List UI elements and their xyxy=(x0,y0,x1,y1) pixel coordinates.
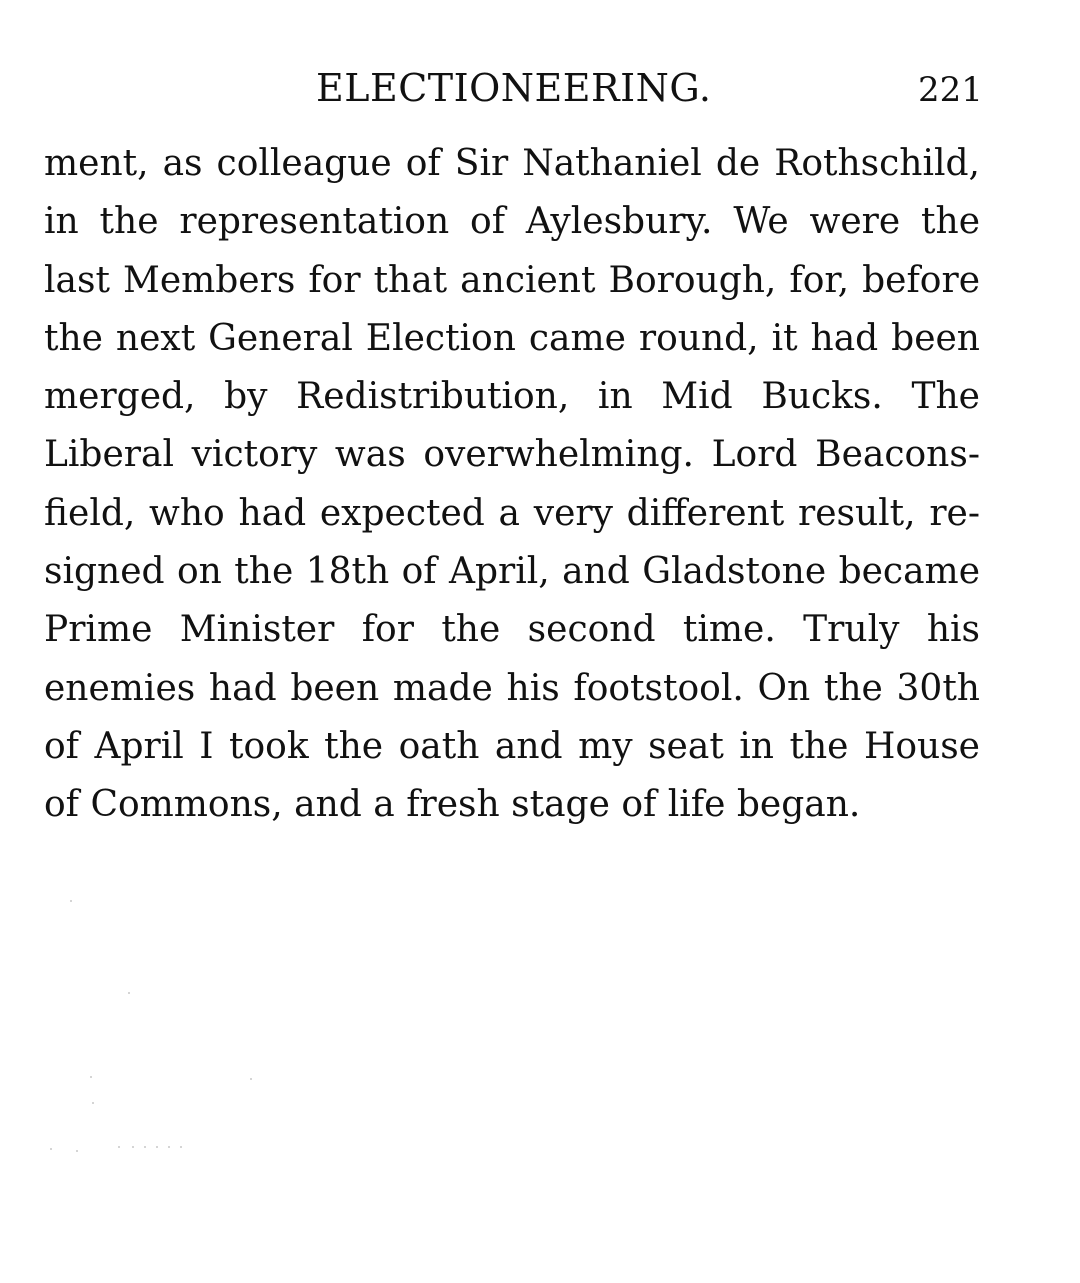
scan-speck xyxy=(250,1078,252,1080)
scan-speck xyxy=(168,1146,170,1148)
text-line: in the representation of Aylesbury. We were the xyxy=(44,201,980,243)
text-line: of April I took the oath and my seat in the House xyxy=(44,725,980,767)
text-line: Prime Minister for the second time. Truly his xyxy=(44,609,980,651)
text-line: merged, by Redistribution, in Mid Bucks. The xyxy=(44,376,980,418)
scan-speck xyxy=(144,1146,146,1148)
running-head xyxy=(0,64,1080,114)
scan-speck xyxy=(180,1146,182,1148)
page-number: 221 xyxy=(918,70,983,110)
text-line: signed on the 18th of April, and Gladstone became xyxy=(44,551,980,593)
text-line: ment, as colleague of Sir Nathaniel de Rothschild, xyxy=(44,143,980,184)
scan-speck xyxy=(76,1150,78,1152)
scan-speck xyxy=(70,900,72,902)
text-line: of Commons, and a fresh stage of life began. xyxy=(44,784,861,826)
scan-specks xyxy=(40,880,280,1180)
scan-speck xyxy=(92,1102,94,1104)
text-line: Liberal victory was overwhelming. Lord Beacons- xyxy=(44,434,980,476)
text-line: field, who had expected a very different result, re- xyxy=(44,492,980,534)
scan-speck xyxy=(132,1146,134,1148)
scan-speck xyxy=(90,1076,92,1078)
running-title: ELECTIONEERING. xyxy=(316,66,712,110)
scan-speck xyxy=(50,1148,52,1150)
text-line: enemies had been made his footstool. On the 30th xyxy=(44,667,980,709)
scan-speck xyxy=(128,992,130,994)
text-line: last Members for that ancient Borough, for, before xyxy=(44,259,980,301)
scan-speck xyxy=(118,1146,120,1148)
text-line: the next General Election came round, it had been xyxy=(44,317,980,359)
scan-speck xyxy=(156,1146,158,1148)
body-paragraph xyxy=(44,135,980,835)
